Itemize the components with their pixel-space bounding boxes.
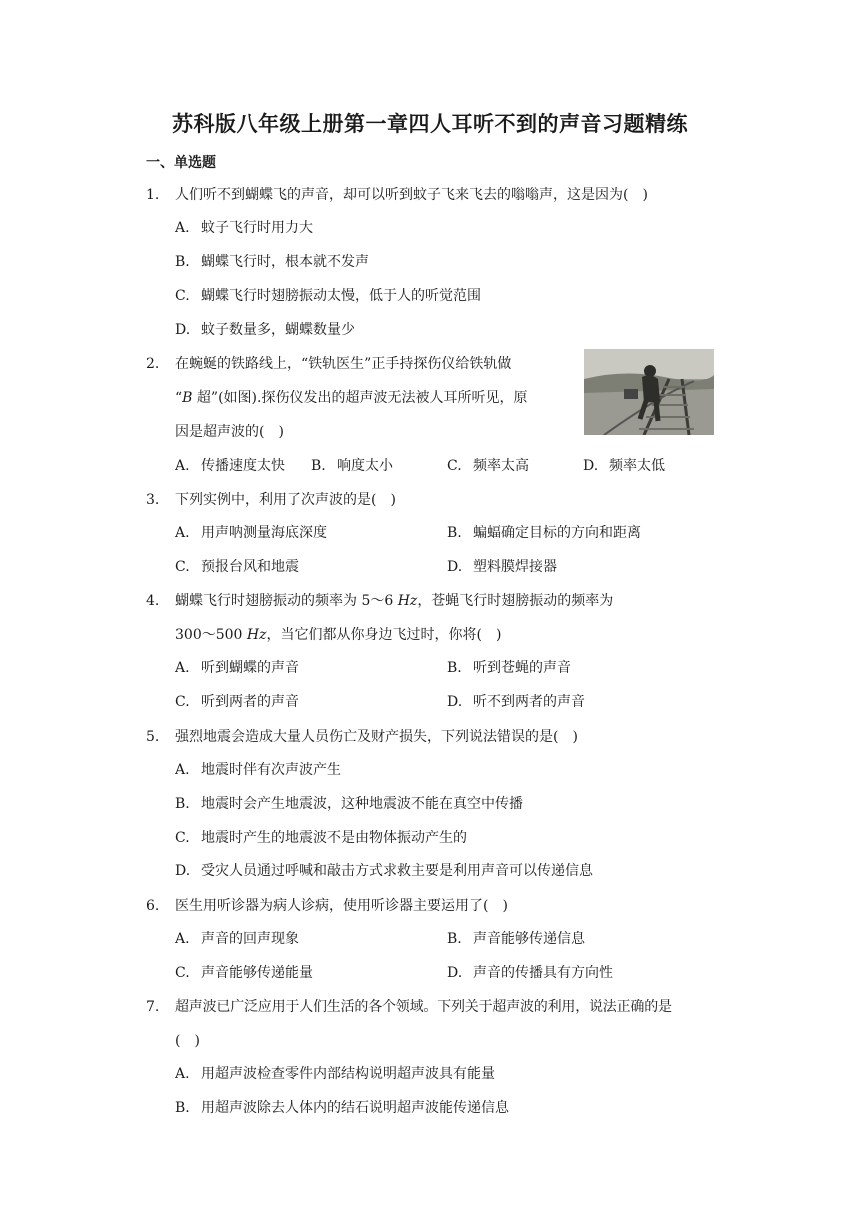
option-label: B. — [447, 931, 462, 947]
option-text: 声音的传播具有方向性 — [473, 965, 613, 981]
option-text: 频率太高 — [473, 458, 529, 474]
option-b — [175, 1098, 509, 1118]
option-label: A. — [175, 762, 190, 778]
option-text: 频率太低 — [609, 458, 665, 474]
option-label: C. — [175, 559, 190, 575]
option-text: 塑料膜焊接器 — [473, 559, 557, 575]
option-c — [175, 963, 313, 983]
option-b — [447, 658, 571, 678]
option-text: 声音的回声现象 — [201, 931, 299, 947]
option-a — [175, 658, 299, 678]
question-text: ( ) — [175, 1033, 200, 1049]
option-label: D. — [447, 559, 463, 575]
option-label: B. — [175, 796, 190, 812]
option-label: C. — [175, 694, 190, 710]
option-b — [447, 929, 585, 949]
railway-inspection-photo — [584, 349, 714, 435]
question-text — [175, 625, 501, 645]
question-number: 2. — [146, 356, 160, 372]
option-a — [175, 218, 313, 238]
question-text: 因是超声波的( ) — [175, 424, 284, 440]
option-label: C. — [175, 965, 190, 981]
text-run: “ — [175, 390, 183, 406]
option-text: 蚊子数量多，蝴蝶数量少 — [201, 322, 355, 338]
option-label: A. — [175, 660, 190, 676]
option-label: C. — [447, 458, 462, 474]
option-label: C. — [175, 288, 190, 304]
option-c — [447, 456, 529, 476]
question-number: 1. — [146, 187, 160, 203]
option-text: 预报台风和地震 — [201, 559, 299, 575]
option-text: 用声呐测量海底深度 — [201, 525, 327, 541]
option-text: 受灾人员通过呼喊和敲击方式求救主要是利用声音可以传递信息 — [201, 863, 593, 879]
option-a — [175, 760, 341, 780]
option-label: D. — [447, 694, 463, 710]
option-label: D. — [175, 322, 191, 338]
option-text: 地震时产生的地震波不是由物体振动产生的 — [201, 830, 467, 846]
option-label: B. — [175, 1100, 190, 1116]
text-run: 300～500 — [175, 627, 247, 643]
section-heading: 一、单选题 — [146, 155, 216, 171]
option-a — [175, 456, 285, 476]
option-c — [175, 828, 467, 848]
option-a — [175, 929, 299, 949]
question-text: 下列实例中，利用了次声波的是( ) — [175, 492, 396, 508]
question-text: 医生用听诊器为病人诊病，使用听诊器主要运用了( ) — [175, 898, 508, 914]
question-number: 6. — [146, 898, 160, 914]
option-label: A. — [175, 525, 190, 541]
option-a — [175, 1064, 495, 1084]
option-label: C. — [175, 830, 190, 846]
option-b — [175, 794, 523, 814]
option-label: A. — [175, 1066, 190, 1082]
option-label: D. — [175, 863, 191, 879]
page-title: 苏科版八年级上册第一章四人耳听不到的声音习题精练 — [172, 112, 688, 136]
unit: Hz — [246, 627, 267, 643]
option-c — [175, 557, 299, 577]
option-b — [447, 523, 641, 543]
option-label: B. — [447, 660, 462, 676]
option-text: 蚊子飞行时用力大 — [201, 220, 313, 236]
option-text: 听到两者的声音 — [201, 694, 299, 710]
text-run: 超”(如图).探伤仪发出的超声波无法被人耳所听见，原 — [192, 390, 528, 406]
question-text: 在蜿蜒的铁路线上，“铁轨医生”正手持探伤仪给铁轨做 — [175, 356, 512, 372]
text-run: ，当它们都从你身边飞过时，你将( ) — [266, 627, 502, 643]
option-text: 蝙蝠确定目标的方向和距离 — [473, 525, 641, 541]
option-d — [583, 456, 665, 476]
question-number: 7. — [146, 999, 160, 1015]
option-text: 声音能够传递信息 — [473, 931, 585, 947]
option-d — [175, 320, 355, 340]
option-label: D. — [583, 458, 599, 474]
option-text: 蝴蝶飞行时翅膀振动太慢，低于人的听觉范围 — [201, 288, 481, 304]
option-label: B. — [311, 458, 326, 474]
option-label: A. — [175, 220, 190, 236]
unit: Hz — [397, 593, 418, 609]
option-text: 地震时会产生地震波，这种地震波不能在真空中传播 — [201, 796, 523, 812]
option-label: A. — [175, 458, 190, 474]
option-text: 用超声波除去人体内的结石说明超声波能传递信息 — [201, 1100, 509, 1116]
option-text: 地震时伴有次声波产生 — [201, 762, 341, 778]
option-label: A. — [175, 931, 190, 947]
option-text: 蝴蝶飞行时，根本就不发声 — [201, 254, 369, 270]
question-number: 5. — [146, 729, 160, 745]
option-text: 响度太小 — [337, 458, 393, 474]
variable: B — [182, 390, 193, 406]
question-text: 强烈地震会造成大量人员伤亡及财产损失，下列说法错误的是( ) — [175, 729, 578, 745]
text-run: 蝴蝶飞行时翅膀振动的频率为 5～6 — [175, 593, 398, 609]
question-number: 3. — [146, 492, 160, 508]
option-label: B. — [447, 525, 462, 541]
option-d — [447, 692, 585, 712]
option-text: 传播速度太快 — [201, 458, 285, 474]
option-text: 听不到两者的声音 — [473, 694, 585, 710]
option-text: 听到蝴蝶的声音 — [201, 660, 299, 676]
option-text: 声音能够传递能量 — [201, 965, 313, 981]
option-a — [175, 523, 327, 543]
option-text: 听到苍蝇的声音 — [473, 660, 571, 676]
option-d — [447, 557, 557, 577]
option-b — [175, 252, 369, 272]
text-run: ，苍蝇飞行时翅膀振动的频率为 — [417, 593, 614, 609]
option-b — [311, 456, 393, 476]
option-text: 用超声波检查零件内部结构说明超声波具有能量 — [201, 1066, 495, 1082]
question-text — [175, 591, 613, 611]
question-text: 超声波已广泛应用于人们生活的各个领域。下列关于超声波的利用，说法正确的是 — [175, 999, 672, 1015]
option-label: D. — [447, 965, 463, 981]
question-text — [175, 388, 527, 408]
question-text: 人们听不到蝴蝶飞的声音，却可以听到蚊子飞来飞去的嗡嗡声，这是因为( ) — [175, 187, 648, 203]
option-label: B. — [175, 254, 190, 270]
option-c — [175, 286, 481, 306]
question-number: 4. — [146, 593, 160, 609]
option-d — [175, 861, 593, 881]
option-c — [175, 692, 299, 712]
option-d — [447, 963, 613, 983]
